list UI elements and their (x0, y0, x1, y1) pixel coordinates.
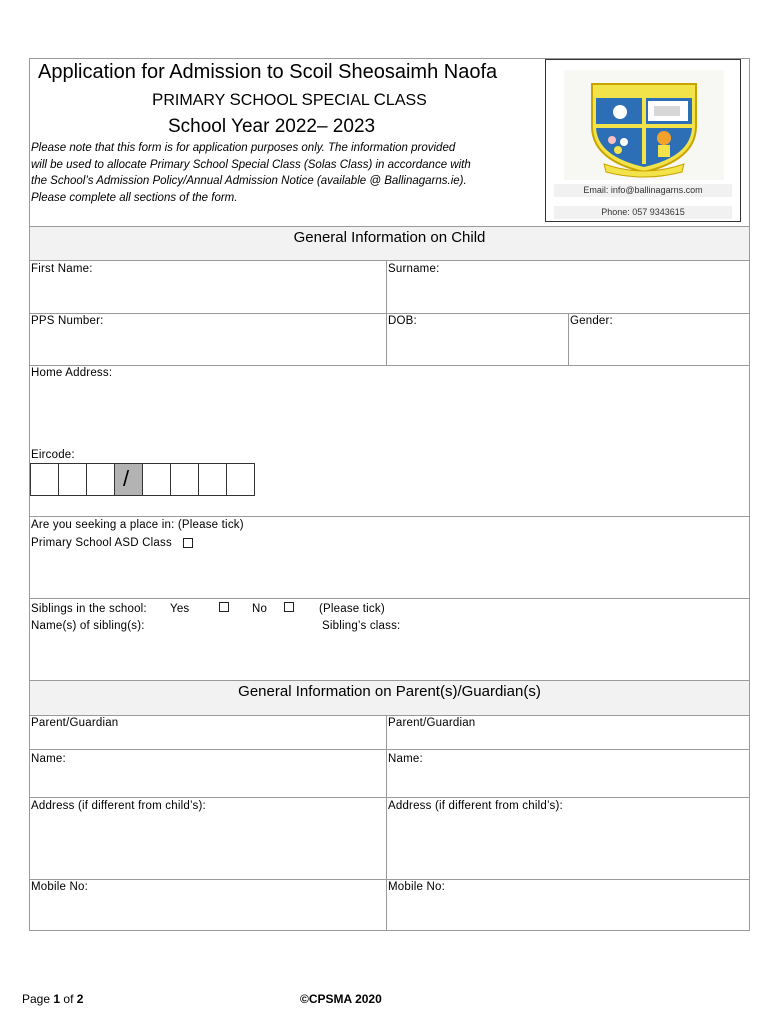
parent2-address-field[interactable]: Address (if different from child’s): (388, 800, 563, 812)
eircode-box[interactable] (86, 463, 115, 496)
sibling-class-field[interactable]: Sibling’s class: (322, 620, 401, 632)
parent2-name-field[interactable]: Name: (388, 753, 423, 765)
dob-field[interactable]: DOB: (388, 315, 417, 327)
divider (29, 879, 750, 880)
parent1-mobile-field[interactable]: Mobile No: (31, 881, 88, 893)
divider (29, 260, 750, 261)
parent1-address-field[interactable]: Address (if different from child’s): (31, 800, 206, 812)
first-name-field[interactable]: First Name: (31, 263, 93, 275)
eircode-label: Eircode: (31, 449, 75, 461)
divider (29, 313, 750, 314)
divider (29, 598, 750, 599)
please-tick-note: (Please tick) (319, 603, 385, 615)
surname-field[interactable]: Surname: (388, 263, 440, 275)
divider (29, 797, 750, 798)
school-crest-logo (564, 70, 724, 180)
siblings-no-label: No (252, 603, 268, 615)
eircode-box[interactable] (30, 463, 59, 496)
parent2-title: Parent/Guardian (388, 717, 476, 729)
instructions-note: Please note that this form is for application purposes only. The information provided will be used to allocate Primary School Special Class (Solas Class) in accordance with the School’s Admission Policy/Annual Admission Notice (available @ Ballinagarns.ie). Please complete all sections of the form. (31, 142, 471, 204)
asd-class-label: Primary School ASD Class (31, 537, 172, 549)
school-year: School Year 2022– 2023 (168, 116, 376, 137)
parent1-name-field[interactable]: Name: (31, 753, 66, 765)
eircode-box[interactable] (58, 463, 87, 496)
form-title: Application for Admission to Scoil Sheosaimh Naofa (38, 61, 498, 83)
form-subtitle: PRIMARY SCHOOL SPECIAL CLASS (152, 90, 427, 109)
pps-number-field[interactable]: PPS Number: (31, 315, 104, 327)
eircode-boxes (30, 463, 254, 496)
eircode-box[interactable] (198, 463, 227, 496)
child-section-heading: General Information on Child (30, 227, 749, 260)
divider (29, 516, 750, 517)
school-email: Email: info@ballinagarns.com (554, 184, 732, 197)
asd-class-checkbox[interactable] (183, 538, 193, 548)
siblings-yes-checkbox[interactable] (219, 602, 229, 612)
eircode-box[interactable] (170, 463, 199, 496)
school-phone: Phone: 057 9343615 (554, 206, 732, 219)
school-logo-box (545, 59, 741, 222)
siblings-no-checkbox[interactable] (284, 602, 294, 612)
siblings-label: Siblings in the school: (31, 603, 147, 615)
eircode-separator: / (114, 463, 143, 496)
parent2-mobile-field[interactable]: Mobile No: (388, 881, 445, 893)
seeking-place-question: Are you seeking a place in: (Please tick) (31, 519, 244, 531)
siblings-yes-label: Yes (170, 603, 190, 615)
sibling-names-field[interactable]: Name(s) of sibling(s): (31, 620, 145, 632)
copyright-notice: ©CPSMA 2020 (300, 992, 382, 1006)
divider (29, 715, 750, 716)
parent-section-heading: General Information on Parent(s)/Guardian(s) (30, 681, 749, 715)
eircode-box[interactable] (226, 463, 255, 496)
home-address-field[interactable]: Home Address: (31, 367, 113, 379)
parent1-title: Parent/Guardian (31, 717, 119, 729)
divider (29, 749, 750, 750)
divider (29, 365, 750, 366)
eircode-box[interactable] (142, 463, 171, 496)
gender-field[interactable]: Gender: (570, 315, 613, 327)
page-number: Page 1 of 2 (22, 992, 84, 1006)
column-divider (568, 313, 569, 365)
